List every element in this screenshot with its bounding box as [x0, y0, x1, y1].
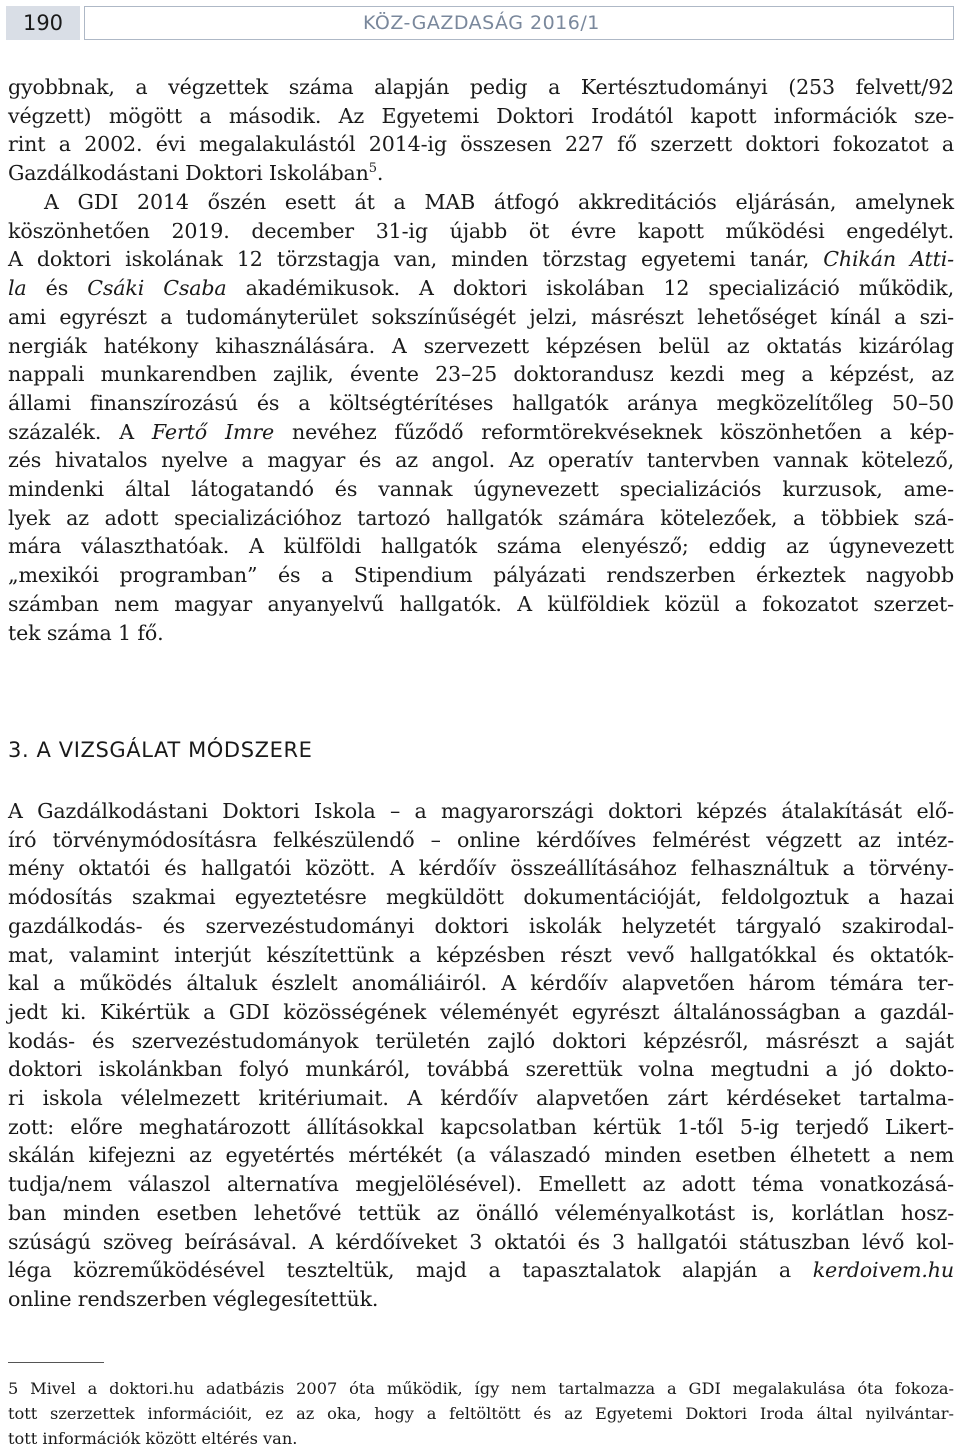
- text-line: tek száma 1 fő.: [8, 620, 164, 645]
- text-line: A GDI 2014 őszén esett át a MAB átfogó akkreditációs eljárásán, amelynek: [44, 190, 954, 214]
- text-run: léga közreműködésével teszteltük, majd a tapasztalatok alapján a: [8, 1258, 813, 1283]
- text-line: nappali munkarendben zajlik, évente 23–25 doktorandusz kezdi meg a képzést, az: [8, 362, 954, 387]
- text-run: és: [26, 276, 88, 301]
- text-line: író törvénymódosításra felkészülendő – online kérdőíves felmérést végzett az intéz-: [8, 827, 954, 852]
- text-line: [8, 159, 954, 188]
- text-line: végzett) mögött a második. Az Egyetemi Doktori Irodától kapott információk sze-: [8, 103, 954, 128]
- text-line: gazdálkodás- és szervezéstudományi doktori iskolák helyzetét tárgyaló szakirodal-: [8, 913, 954, 938]
- text-run: nevéhez fűződő reformtörekvéseknek köszönhetően a kép-: [274, 419, 954, 444]
- footnote: [8, 1376, 954, 1451]
- text-line: tudja/nem válaszol alternatíva megjelölésével). Emellett az adott téma vonatkozásá-: [8, 1172, 954, 1197]
- footnote-line: 5 Mivel a doktori.hu adatbázis 2007 óta működik, így nem tartalmazza a GDI megalakulása óta fokoza-: [8, 1379, 954, 1398]
- text-line: rint a 2002. évi megalakulástól 2014-ig összesen 227 fő szerzett doktori fokozatot a: [8, 132, 954, 157]
- person-name: Chikán Atti-: [823, 247, 954, 272]
- text-line: zés hivatalos nyelve a magyar és az angol. Az operatív tantervben vannak kötelező,: [8, 448, 954, 473]
- text-line: nergiák hatékony kihasználására. A szervezett képzésen belül az oktatás kizárólag: [8, 333, 954, 358]
- person-name: Fertő Imre: [151, 419, 275, 444]
- footnote-line: tott szerzettek információit, ez az oka, hogy a feltöltött és az Egyetemi Doktori Iroda által nyilvántar-: [8, 1404, 954, 1423]
- person-name: la: [8, 276, 27, 301]
- text-run: .: [376, 161, 384, 186]
- text-line: ami egyrészt a tudományterület sokszínűségét jelzi, másrészt lehetőséget kínál a szi-: [8, 304, 954, 329]
- text-line: módosítás szakmai egyeztetésre megküldött dokumentációját, feldolgoztuk a hazai: [8, 885, 954, 910]
- text-line: számban nem magyar anyanyelvű hallgatók. A külföldiek közül a fokozatot szerzet-: [8, 591, 954, 616]
- text-line: kodás- és szervezéstudományok területén zajló doktori képzésről, másrészt a saját: [8, 1028, 954, 1053]
- text-line: mindenki által látogatandó és vannak úgynevezett specializációs kurzusok, ame-: [8, 477, 954, 502]
- text-line: mára választhatóak. A külföldi hallgatók száma elenyésző; eddig az úgynevezett: [8, 534, 954, 559]
- text-run: százalék. A: [8, 419, 152, 444]
- person-name: Csáki Csaba: [87, 276, 227, 301]
- text-line: állami finanszírozású és a költségtérítéses hallgatók aránya megközelítőleg 50–50: [8, 390, 954, 415]
- text-line: mény oktatói és hallgatói között. A kérdőív összeállításához felhasználtuk a törvény-: [8, 856, 954, 881]
- text-line: skálán kifejezni az egyetértés mértékét (a válaszadó minden esetben élhetett a nem: [8, 1143, 954, 1168]
- section-heading: 3. A VIZSGÁLAT MÓDSZERE: [8, 738, 313, 762]
- text-line: „mexikói programban” és a Stipendium pályázati rendszerben érkeztek nagyobb: [8, 563, 954, 588]
- paragraph-intro: [8, 73, 954, 188]
- paragraph-gdi: [8, 188, 954, 647]
- footnote-ref[interactable]: 5: [368, 161, 377, 177]
- page-number: 190: [6, 6, 80, 40]
- website-link[interactable]: kerdoivem.hu: [812, 1258, 954, 1283]
- text-line: doktori iskolánkban folyó munkáról, továbbá szerettük volna megtudni a jó dokto-: [8, 1057, 954, 1082]
- text-line: szúságú szöveg beírásával. A kérdőíveket 3 oktatói és 3 hallgatói státuszban lévő kol-: [8, 1229, 954, 1254]
- text-run: Gazdálkodástani Doktori Iskolában: [8, 161, 369, 186]
- text-line: köszönhetően 2019. december 31-ig újabb öt évre kapott működési engedélyt.: [8, 218, 954, 243]
- text-line: mat, valamint interjút készítettünk a képzésben részt vevő hallgatókkal és oktatók-: [8, 942, 954, 967]
- text-line: kal a működés általuk észlelt anomáliáiról. A kérdőív alapvetően három témára ter-: [8, 971, 954, 996]
- text-line: [8, 274, 954, 303]
- footnote-divider: [8, 1362, 104, 1363]
- text-line: ban minden esetben lehetővé tettük az önálló véleményalkotást is, korlátlan hosz-: [8, 1200, 954, 1225]
- text-line: online rendszerben véglegesítettük.: [8, 1286, 379, 1311]
- text-line: lyek az adott specializációhoz tartozó hallgatók számára kötelezőek, a többiek szá-: [8, 505, 954, 530]
- text-line: [8, 418, 954, 447]
- page-header: [6, 6, 954, 40]
- text-line: A Gazdálkodástani Doktori Iskola – a magyarországi doktori képzés átalakítását elő-: [8, 799, 954, 823]
- paragraph-method: [8, 797, 954, 1314]
- text-run: A doktori iskolának 12 törzstagja van, minden törzstag egyetemi tanár,: [8, 247, 824, 272]
- footnote-line: tott információk között eltérés van.: [8, 1429, 298, 1448]
- text-line: ri iskola vélelmezett kritériumait. A kérdőív alapvetően zárt kérdéseket tartalma-: [8, 1086, 954, 1111]
- text-line: [8, 245, 954, 274]
- text-line: gyobbnak, a végzettek száma alapján pedig a Kertésztudományi (253 felvett/92: [8, 75, 954, 99]
- journal-title: KÖZ-GAZDASÁG 2016/1: [84, 6, 954, 40]
- text-line: jedt ki. Kikértük a GDI közösségének véleményét egyrészt általánosságban a gazdál-: [8, 999, 954, 1024]
- text-line: [8, 1256, 954, 1285]
- text-run: akadémikusok. A doktori iskolában 12 specializáció működik,: [226, 276, 954, 301]
- text-line: zott: előre meghatározott állításokkal kapcsolatban kértük 1-től 5-ig terjedő Likert-: [8, 1114, 954, 1139]
